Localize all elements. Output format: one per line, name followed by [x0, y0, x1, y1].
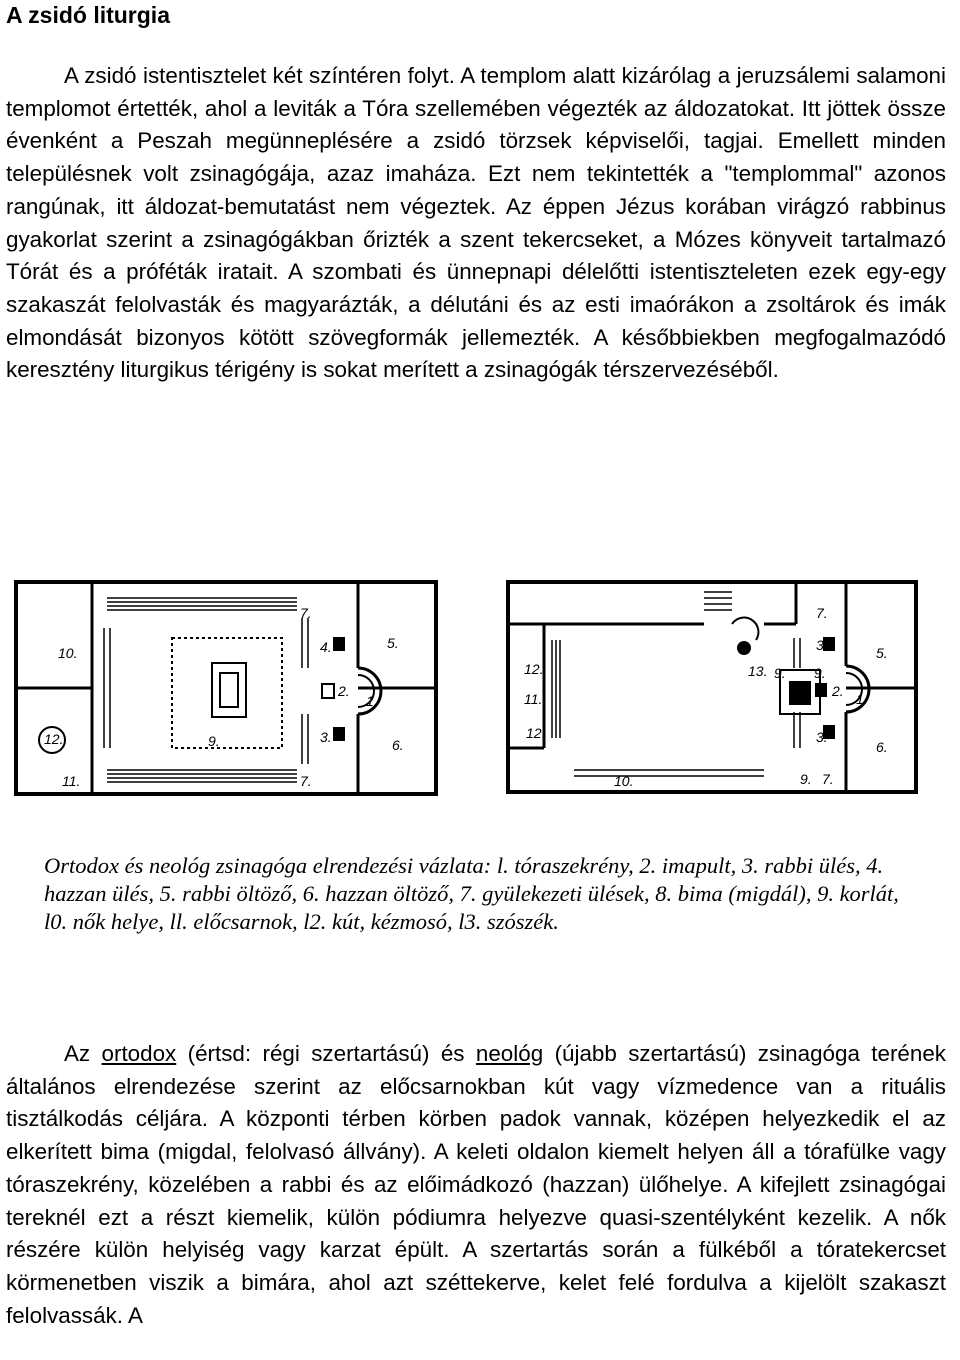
label-1: 1.	[856, 691, 868, 707]
label-7-top: 7.	[816, 605, 828, 621]
label-9: 9.	[208, 733, 220, 749]
label-12-bottom: 12.	[526, 725, 546, 741]
label-10: 10.	[58, 645, 78, 661]
label-9-mid: 9.	[814, 665, 826, 681]
intro-paragraph	[6, 60, 946, 387]
label-9-left: 9.	[774, 665, 786, 681]
label-7-bottom: 7.	[300, 773, 312, 789]
body-text-1: Az	[64, 1041, 91, 1066]
label-10: 10.	[614, 773, 634, 789]
label-7-bottom: 7.	[822, 771, 834, 787]
label-2: 2.	[832, 683, 844, 699]
label-7-top: 7.	[300, 605, 312, 621]
label-12-top: 12.	[524, 661, 544, 677]
neolog-link[interactable]: neológ	[475, 1041, 544, 1066]
label-3-top: 3.	[816, 637, 828, 653]
body-text-2: (értsd: régi szertartású) és	[187, 1041, 465, 1066]
label-2: 2.	[338, 683, 350, 699]
label-5: 5.	[387, 635, 399, 651]
neolog-floor-plan	[504, 578, 924, 800]
label-9-bottom: 9.	[800, 771, 812, 787]
label-5: 5.	[876, 645, 888, 661]
label-8: 8.	[790, 683, 802, 699]
page-title: A zsidó liturgia	[6, 2, 170, 28]
label-6: 6.	[392, 737, 404, 753]
intro-text: A zsidó istentisztelet két színtéren folyt. A templom alatt kizárólag a jeruzsálemi salamoni templomot értették, ahol a leviták a Tóra szellemében végezték az áldozatokat. Itt jöttek össze évenként a Peszah megünneplésére a zsidó törzsek képviselői, tagjai. Emellett minden településnek volt zsinagógája, azaz imaháza. Ezt nem tekintették a "templommal" azonos rangúnak, itt áldozat-bemutatást nem végeztek. Az éppen Jézus korában virágzó rabbinus gyakorlat szerint a zsinagógákban őrizték a szent tekercseket, a Mózes könyveit tartalmazó Tórát és a próféták iratait. A szombati és ünnepnapi délelőtti istentiszteleten ezek egy-egy szakaszát felolvasták és magyarázták, a délutáni és az esti imaórákon a zsoltárok és imák elmondását bizonyos kötött szövegformák jellemezték. A későbbiekben megfogalmazódó keresztény liturgikus térigény is sokat merített a zsinagógák térszervezéséből.	[6, 63, 946, 383]
label-3-bottom: 3.	[816, 729, 828, 745]
orthodox-floor-plan	[12, 578, 442, 800]
label-6: 6.	[876, 739, 888, 755]
label-11: 11.	[62, 773, 81, 789]
label-12: 12.	[44, 731, 64, 747]
label-13: 13.	[748, 663, 768, 679]
body-text-3: (újabb szertartású) zsinagóga terének általános elrendezése szerint az előcsarnokban kút vagy vízmedence van a rituális tisztálkodás céljára. A központi térben körben padok vannak, középen helyezkedik el az elkerített bima (migdal, felolvasó állvány). A keleti oldalon kiemelt helyen áll a tórafülke vagy tóraszekrény, közelében a rabbi és az előimádkozó (hazzan) ülőhelye. A kifejlett zsinagógai tereknél ezt a részt kiemelik, külön pódiumra helyezve quasi-szentélyként kezelik. A nők részére külön helyiség vagy karzat épült. A szertartás során a fülkéből a tóratekercset körmenetben viszik a bimára, ahol azt széttekerve, kelet felé fordulva a kijelölt szakaszt felolvassák. A	[6, 1041, 946, 1328]
label-3: 3.	[320, 729, 332, 745]
label-1: 1.	[366, 693, 378, 709]
label-11: 11.	[524, 691, 543, 707]
label-4: 4.	[320, 639, 332, 655]
figure-caption: Ortodox és neológ zsinagóga elrendezési vázlata: l. tóraszekrény, 2. imapult, 3. rabbi ülés, 4. hazzan ülés, 5. rabbi öltöző, 6. hazzan öltöző, 7. gyülekezeti ülések, 8. bima (migdál), 9. korlát, l0. nők helye, ll. előcsarnok, l2. kút, kézmosó, l3. szószék.	[44, 853, 899, 934]
body-paragraph	[6, 1038, 946, 1332]
ortodox-link[interactable]: ortodox	[101, 1041, 177, 1066]
